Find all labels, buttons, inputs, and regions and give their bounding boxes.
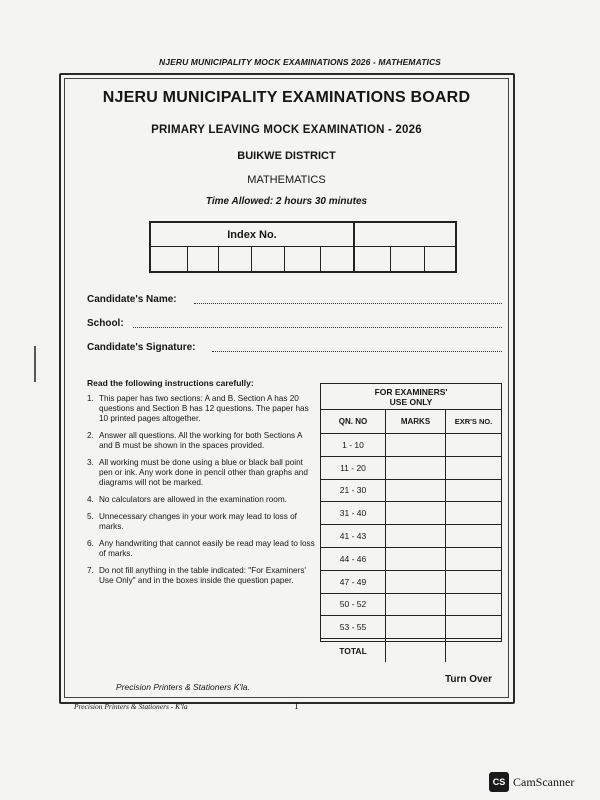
board-title: NJERU MUNICIPALITY EXAMINATIONS BOARD xyxy=(102,89,471,106)
exr-cell[interactable] xyxy=(446,548,501,570)
table-row xyxy=(321,502,501,525)
instructions-title: Read the following instructions carefully: xyxy=(87,378,254,388)
instruction-item xyxy=(87,431,315,451)
signature-line[interactable] xyxy=(212,351,502,352)
instruction-text: Unnecessary changes in your work may lead to loss of marks. xyxy=(99,512,297,531)
marks-cell[interactable] xyxy=(386,594,446,616)
time-allowed: Time Allowed: 2 hours 30 minutes xyxy=(205,196,368,207)
marks-cell[interactable] xyxy=(386,434,446,456)
marks-cell[interactable] xyxy=(386,616,446,638)
instruction-text: Answer all questions. All the working for both Sections A and B must be shown in the spaces provided. xyxy=(99,431,302,450)
total-exr-cell[interactable] xyxy=(446,639,501,662)
subject-name: MATHEMATICS xyxy=(247,174,326,186)
instruction-item xyxy=(87,495,315,505)
camscanner-logo-icon: CS xyxy=(489,772,509,792)
col-marks-header: MARKS xyxy=(386,410,446,433)
exr-cell[interactable] xyxy=(446,594,501,616)
school-label: School: xyxy=(87,318,124,329)
instruction-text: This paper has two sections: A and B. Section A has 20 questions and Section B has 12 questions. The paper has 10 printed pages altogether. xyxy=(99,394,309,423)
exr-cell[interactable] xyxy=(446,434,501,456)
index-digit-cell[interactable] xyxy=(285,247,321,271)
index-digit-cell[interactable] xyxy=(151,247,188,271)
table-row xyxy=(321,480,501,503)
examiners-title-line1: FOR EXAMINERS' xyxy=(374,387,448,397)
signature-label: Candidate's Signature: xyxy=(87,342,196,353)
exam-title: PRIMARY LEAVING MOCK EXAMINATION - 2026 xyxy=(151,124,422,136)
examiners-table-grid xyxy=(321,410,501,662)
marks-cell[interactable] xyxy=(386,480,446,502)
total-marks-cell[interactable] xyxy=(386,639,446,662)
instruction-number: 4. xyxy=(87,495,94,504)
question-range: 53 - 55 xyxy=(321,616,386,638)
index-extra-cell[interactable] xyxy=(355,223,455,247)
footer-printers: Precision Printers & Stationers - K'la xyxy=(74,702,188,711)
table-row xyxy=(321,616,501,639)
instruction-number: 7. xyxy=(87,566,94,575)
turn-over-label: Turn Over xyxy=(445,674,493,685)
exr-cell[interactable] xyxy=(446,571,501,593)
question-range: 44 - 46 xyxy=(321,548,386,570)
table-row xyxy=(321,457,501,480)
exr-cell[interactable] xyxy=(446,502,501,524)
col-qn-header: QN. NO xyxy=(321,410,386,433)
camscanner-watermark: CamScanner xyxy=(513,775,575,789)
examiners-use-table xyxy=(320,383,502,656)
index-digit-cell[interactable] xyxy=(219,247,252,271)
index-number-box xyxy=(149,221,457,273)
marks-cell[interactable] xyxy=(386,525,446,547)
marks-cell[interactable] xyxy=(386,502,446,524)
printers-credit: Precision Printers & Stationers K'la. xyxy=(116,682,250,692)
table-row xyxy=(321,594,501,617)
school-line[interactable] xyxy=(133,327,502,328)
index-digit-cell[interactable] xyxy=(321,247,355,271)
candidate-name-line[interactable] xyxy=(194,303,502,304)
question-range: 21 - 30 xyxy=(321,480,386,502)
total-row xyxy=(321,639,501,662)
index-label: Index No. xyxy=(151,223,355,247)
instruction-text: No calculators are allowed in the examination room. xyxy=(99,495,287,504)
instruction-number: 1. xyxy=(87,394,94,403)
instruction-number: 3. xyxy=(87,458,94,467)
instruction-number: 6. xyxy=(87,539,94,548)
instruction-item xyxy=(87,394,315,424)
index-digit-cell[interactable] xyxy=(252,247,285,271)
col-exr-header: EXR'S NO. xyxy=(454,416,493,426)
instruction-text: All working must be done using a blue or black ball point pen or ink. Any work done in pencil other than graphs and diagrams will not be marked. xyxy=(99,458,308,487)
marks-cell[interactable] xyxy=(386,571,446,593)
instructions-list xyxy=(87,394,315,593)
header-exam-line: NJERU MUNICIPALITY MOCK EXAMINATIONS 2026 - MATHEMATICS xyxy=(159,57,441,67)
index-digit-cell[interactable] xyxy=(355,247,391,271)
table-row xyxy=(321,434,501,457)
examiners-title-line2: USE ONLY xyxy=(389,397,433,407)
table-row xyxy=(321,548,501,571)
margin-mark xyxy=(34,346,36,382)
table-row xyxy=(321,571,501,594)
table-row xyxy=(321,525,501,548)
instruction-number: 5. xyxy=(87,512,94,521)
exr-cell[interactable] xyxy=(446,616,501,638)
candidate-name-label: Candidate's Name: xyxy=(87,294,177,305)
question-range: 11 - 20 xyxy=(321,457,386,479)
exr-cell[interactable] xyxy=(446,525,501,547)
district-name: BUIKWE DISTRICT xyxy=(237,150,336,162)
question-range: 50 - 52 xyxy=(321,594,386,616)
exr-cell[interactable] xyxy=(446,457,501,479)
instruction-text: Any handwriting that cannot easily be read may lead to loss of marks. xyxy=(99,539,315,558)
instruction-text: Do not fill anything in the table indicated: "For Examiners' Use Only" and in the boxes inside the question paper. xyxy=(99,566,306,585)
exr-cell[interactable] xyxy=(446,480,501,502)
examiners-table-title xyxy=(321,384,501,410)
index-digit-cell[interactable] xyxy=(425,247,455,271)
instruction-item xyxy=(87,458,315,488)
index-digit-cell[interactable] xyxy=(391,247,425,271)
marks-cell[interactable] xyxy=(386,548,446,570)
instruction-item xyxy=(87,539,315,559)
index-digit-cells xyxy=(151,247,455,271)
instruction-item xyxy=(87,512,315,532)
table-header-row xyxy=(321,410,501,434)
question-range: 47 - 49 xyxy=(321,571,386,593)
instruction-item xyxy=(87,566,315,586)
question-range: 1 - 10 xyxy=(321,434,386,456)
marks-cell[interactable] xyxy=(386,457,446,479)
question-range: 41 - 43 xyxy=(321,525,386,547)
question-range: 31 - 40 xyxy=(321,502,386,524)
page-number: 1 xyxy=(294,701,299,711)
index-digit-cell[interactable] xyxy=(188,247,219,271)
total-label: TOTAL xyxy=(321,639,386,662)
instruction-number: 2. xyxy=(87,431,94,440)
